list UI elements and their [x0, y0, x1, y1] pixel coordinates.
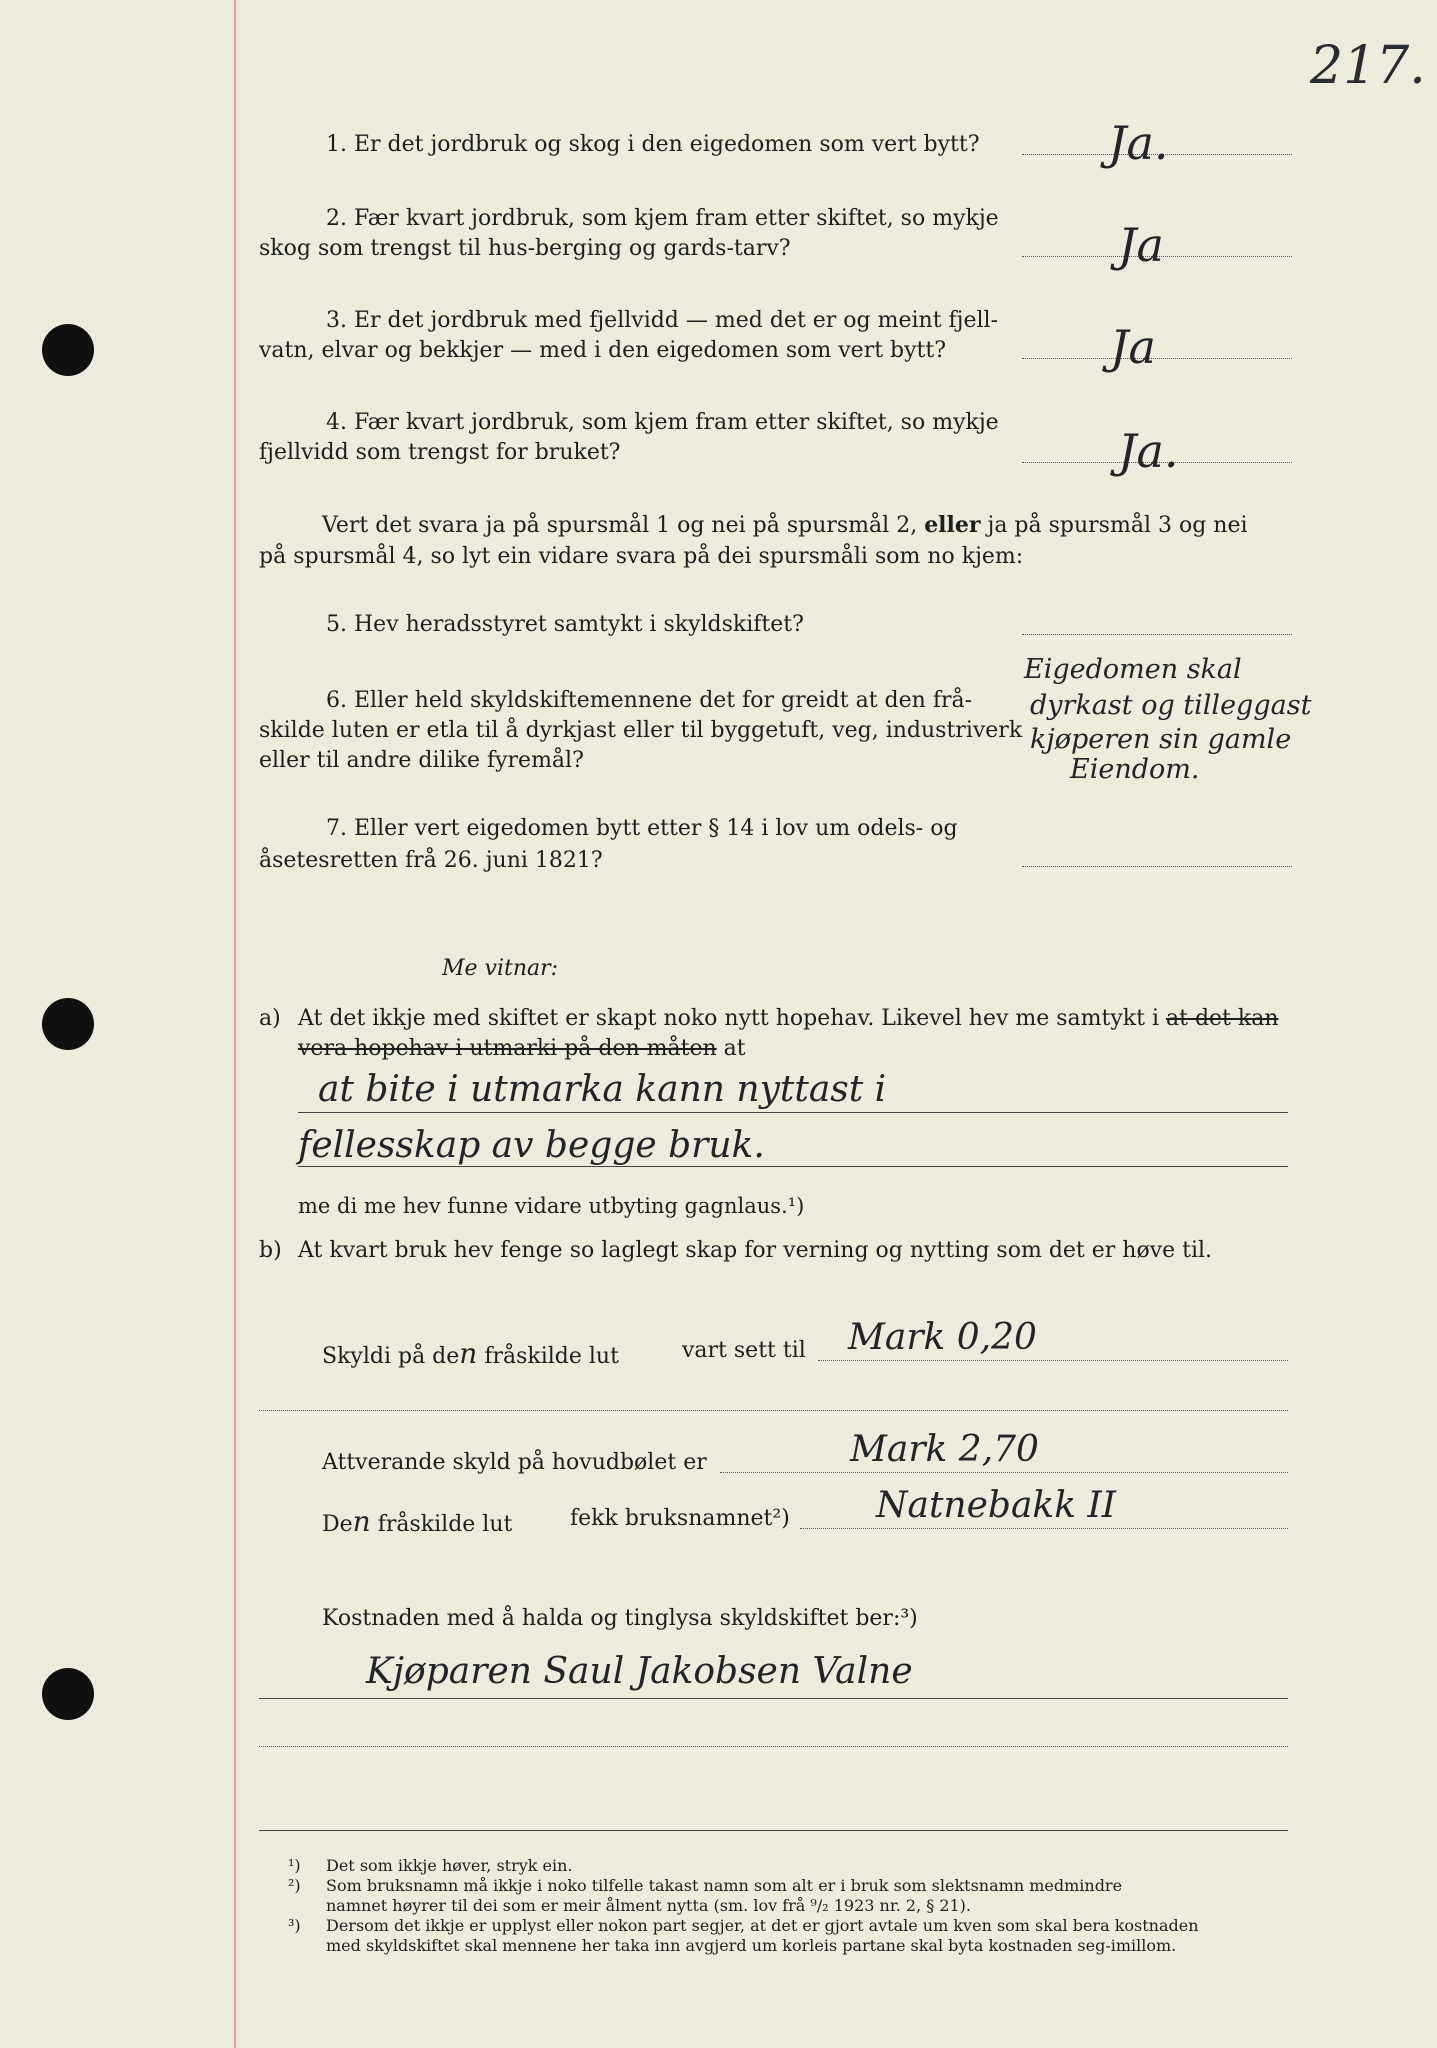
- question-7-line1: 7. Eller vert eigedomen bytt etter § 14 i lov um odels- og: [326, 816, 958, 841]
- footnote-3-line1: Dersom det ikkje er upplyst eller nokon part segjer, at det er gjort avtale um kven som skal bera kostnaden: [326, 1916, 1199, 1935]
- answer-line: [1022, 866, 1292, 867]
- instruction-line2: på spursmål 4, so lyt ein vidare svara på dei spursmåli som no kjem:: [259, 544, 1024, 569]
- question-6-line1: 6. Eller held skyldskiftemennene det for greidt at den frå-: [326, 688, 973, 713]
- binder-hole: [42, 324, 94, 376]
- answer-line: [1022, 358, 1292, 359]
- answer-line: [800, 1528, 1288, 1529]
- witness-b-label: b): [259, 1238, 282, 1263]
- cost-value: Kjøparen Saul Jakobsen Valne: [366, 1651, 913, 1692]
- answer-line: [720, 1472, 1288, 1473]
- question-5: 5. Hev heradsstyret samtykt i skyldskiftet?: [326, 612, 804, 637]
- witness-a-label: a): [259, 1006, 281, 1031]
- blank-line: [259, 1746, 1288, 1747]
- footnote-mark: ²): [288, 1876, 301, 1895]
- skyld-row3-label-c: fekk bruksnamnet²): [570, 1506, 790, 1531]
- answer-2: Ja: [1118, 218, 1164, 272]
- answer-6-line3: kjøperen sin gamle: [1030, 724, 1292, 755]
- footnote-2-line2: namnet høyrer til dei som er meir ålment nytta (sm. lov frå ⁹/₂ 1923 nr. 2, § 21).: [326, 1896, 972, 1915]
- answer-line: [818, 1360, 1288, 1361]
- answer-3: Ja: [1110, 320, 1156, 374]
- skyld-row3-label: [322, 1505, 513, 1538]
- footnote-1: Det som ikkje høver, stryk ein.: [326, 1856, 573, 1875]
- question-7-line2: åsetesretten frå 26. juni 1821?: [259, 848, 603, 873]
- margin-rule: [234, 0, 236, 2048]
- skyld-row2-label: Attverande skyld på hovudbølet er: [322, 1450, 707, 1475]
- question-6-line3: eller til andre dilike fyremål?: [259, 748, 584, 773]
- binder-hole: [42, 1668, 94, 1720]
- witness-a-line2: [298, 1038, 746, 1060]
- farm-name-value: Natnebakk II: [876, 1485, 1116, 1526]
- page-number: 217.: [1310, 36, 1426, 96]
- question-4-line2: fjellvidd som trengst for bruket?: [259, 440, 621, 465]
- binder-hole: [42, 998, 94, 1050]
- skyld-row1-label: [322, 1337, 619, 1370]
- answer-6-line1: Eigedomen skal: [1024, 654, 1242, 685]
- footnote-mark: ¹): [288, 1856, 301, 1875]
- answer-6-line4: Eiendom.: [1070, 754, 1200, 785]
- witness-a-end: me di me hev funne vidare utbyting gagnlaus.¹): [298, 1194, 805, 1218]
- witness-a-hand-line1: at bite i utmarka kann nyttast i: [318, 1069, 887, 1110]
- footnote-2-line1: Som bruksnamn må ikkje i noko tilfelle takast namn som alt er i bruk som slektsnamn medmindre: [326, 1876, 1123, 1895]
- question-4-line1: 4. Fær kvart jordbruk, som kjem fram etter skiftet, so mykje: [326, 410, 999, 435]
- question-3-line2: vatn, elvar og bekkjer — med i den eigedomen som vert bytt?: [259, 338, 947, 363]
- skyld-row1-text: Skyldi på de: [322, 1344, 460, 1369]
- answer-6-line2: dyrkast og tilleggast: [1030, 690, 1312, 721]
- witness-heading: Me vitnar:: [442, 956, 559, 981]
- instruction-text-b: ja på spursmål 3 og nei: [987, 513, 1248, 538]
- struck-text: vera hopehav i utmarki på den måten: [298, 1036, 717, 1061]
- question-2-line2: skog som trengst til hus-berging og gards-tarv?: [259, 236, 791, 261]
- cost-label: Kostnaden med å halda og tinglysa skyldskiftet ber:³): [322, 1606, 918, 1631]
- skyld-row1-text-b: fråskilde lut: [484, 1344, 619, 1369]
- handwriting-line: [298, 1112, 1288, 1113]
- answer-4: Ja.: [1118, 424, 1179, 478]
- handwriting-line: [259, 1698, 1288, 1699]
- handwritten-suffix: n: [352, 1505, 371, 1538]
- skyld-value: Mark 0,20: [848, 1317, 1037, 1358]
- skyld-row1-label-c: vart sett til: [682, 1338, 806, 1363]
- question-2-line1: 2. Fær kvart jordbruk, som kjem fram etter skiftet, so mykje: [326, 206, 999, 231]
- skyld-row3-text-b: fråskilde lut: [377, 1512, 513, 1537]
- struck-text: at det kan: [1166, 1006, 1279, 1031]
- remaining-skyld-value: Mark 2,70: [850, 1429, 1039, 1470]
- witness-b-text: At kvart bruk hev fenge so laglegt skap for verning og nytting som det er høve til.: [298, 1238, 1213, 1263]
- handwritten-suffix: n: [459, 1337, 478, 1370]
- witness-a-hand-line2: fellesskap av begge bruk.: [298, 1125, 765, 1166]
- answer-line: [1022, 634, 1292, 635]
- footnote-rule: [259, 1830, 1288, 1831]
- witness-a-line1: [298, 1008, 1279, 1030]
- blank-line: [259, 1410, 1288, 1411]
- instruction-bold: eller: [924, 512, 981, 538]
- skyld-row3-text: De: [322, 1512, 353, 1537]
- question-6-line2: skilde luten er etla til å dyrkjast eller til byggetuft, veg, industriverk: [259, 718, 1023, 743]
- question-3-line1: 3. Er det jordbruk med fjellvidd — med det er og meint fjell-: [326, 308, 999, 333]
- footnote-mark: ³): [288, 1916, 301, 1935]
- answer-1: Ja.: [1108, 116, 1169, 170]
- footnote-3-line2: med skyldskiftet skal mennene her taka inn avgjerd um korleis partane skal byta kostnaden seg-imillom.: [326, 1936, 1177, 1955]
- instruction-text-a: Vert det svara ja på spursmål 1 og nei på spursmål 2,: [322, 513, 918, 538]
- question-1: 1. Er det jordbruk og skog i den eigedomen som vert bytt?: [326, 132, 980, 157]
- instruction-line1: [322, 514, 1248, 537]
- handwriting-line: [298, 1166, 1288, 1167]
- witness-a-text: At det ikkje med skiftet er skapt noko nytt hopehav. Likevel hev me samtykt i: [298, 1006, 1159, 1031]
- witness-a-tail: at: [723, 1036, 746, 1061]
